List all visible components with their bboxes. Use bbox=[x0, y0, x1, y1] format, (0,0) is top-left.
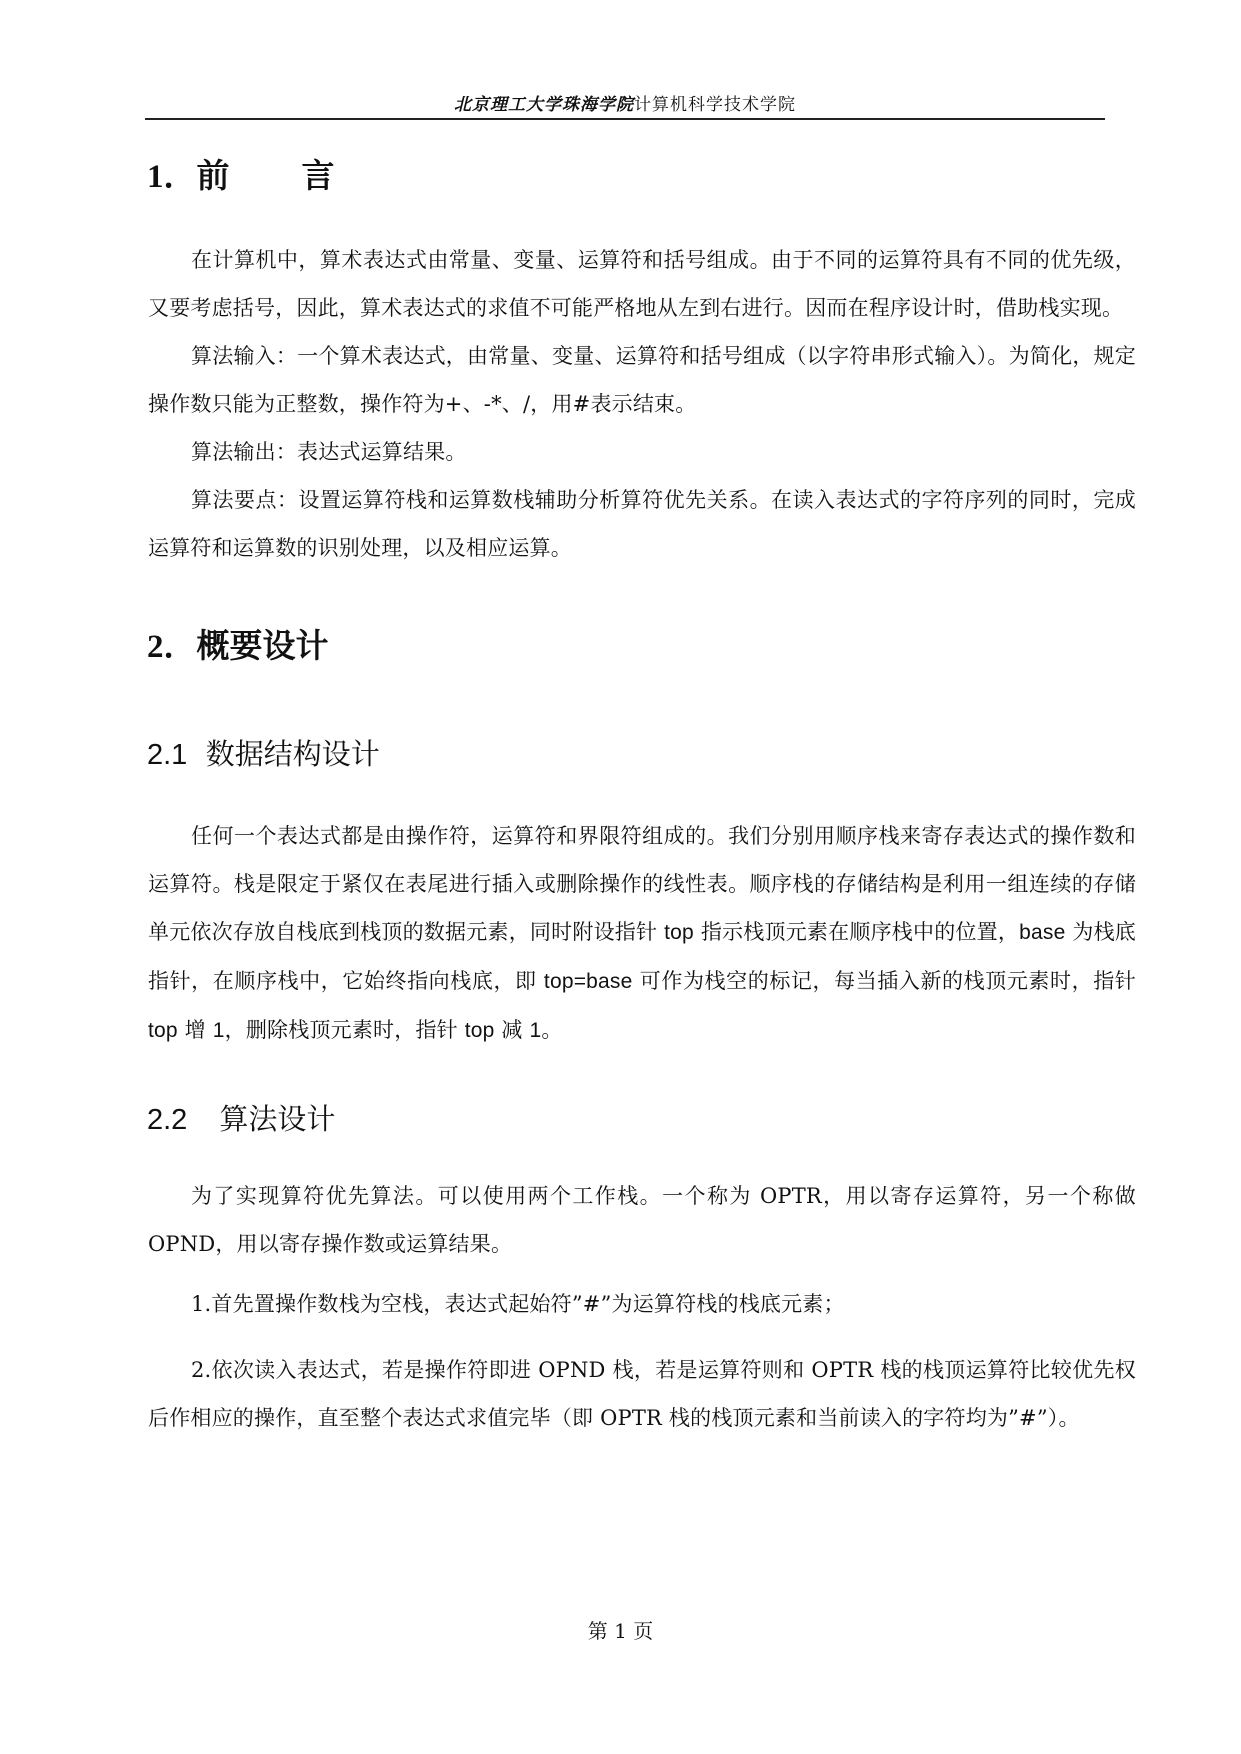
paragraph: 算法输入：一个算术表达式，由常量、变量、运算符和括号组成（以字符串形式输入）。为简化，规定操作数只能为正整数，操作符为+、-*、/，用#表示结束。 bbox=[148, 344, 1136, 416]
text-run: 任何一个表达式都是由操作符，运算符和界限符组成的。我们分别用顺序栈来寄存表达式的操作数和运算符。栈是限定于紧仅在表尾进行插入或删除操作的线性表。顺序栈的存储结构是利用一组连续的存储单元依次存放自栈底到栈顶的数据元素，同时附设指针 bbox=[148, 824, 1136, 944]
code-term: top bbox=[464, 1019, 495, 1042]
text-run: ，删除栈顶元素时，指针 bbox=[224, 1018, 465, 1042]
paragraph: 2.依次读入表达式，若是操作符即进 OPND 栈，若是运算符则和 OPTR 栈的栈顶运算符比较优先权后作相应的操作，直至整个表达式求值完毕（即 OPTR 栈的栈顶元素和当前读入的字符均为”#”）。 bbox=[148, 1358, 1136, 1430]
section-1-title-a: 前 bbox=[196, 156, 230, 195]
text-run: 。 bbox=[541, 1018, 563, 1042]
section-2-2-title: 算法设计 bbox=[219, 1102, 336, 1136]
paragraph: 在计算机中，算术表达式由常量、变量、运算符和括号组成。由于不同的运算符具有不同的优先级，又要考虑括号，因此，算术表达式的求值不可能严格地从左到右进行。因而在程序设计时，借助栈实现。 bbox=[148, 248, 1136, 320]
code-term: top bbox=[148, 1019, 178, 1042]
page-number: 第 1 页 bbox=[587, 1619, 654, 1643]
header-school: 北京理工大学珠海学院 bbox=[454, 95, 634, 115]
section-2-heading bbox=[147, 620, 329, 667]
paragraph-data-structure bbox=[148, 812, 1136, 1055]
section-2-number: 2． bbox=[147, 629, 197, 665]
section-2-2-number: 2.2 bbox=[147, 1104, 188, 1136]
text-run: 减 bbox=[494, 1018, 530, 1042]
paragraph: 为了实现算符优先算法。可以使用两个工作栈。一个称为 OPTR，用以寄存运算符，另一个称做 OPND，用以寄存操作数或运算结果。 bbox=[148, 1184, 1136, 1256]
section-2-1-title: 数据结构设计 bbox=[205, 737, 380, 771]
section-2-2-heading bbox=[147, 1097, 335, 1138]
text-run: 可作为栈空的标记，每当插入新的栈顶元素时，指针 bbox=[632, 969, 1136, 993]
code-term: 1 bbox=[529, 1019, 542, 1042]
text-run: 增 bbox=[177, 1018, 213, 1042]
code-term: top bbox=[664, 921, 694, 944]
paragraph: 算法要点：设置运算符栈和运算数栈辅助分析算符优先关系。在读入表达式的字符序列的同时，完成运算符和运算数的识别处理，以及相应运算。 bbox=[148, 488, 1136, 560]
paragraph: 算法输出：表达式运算结果。 bbox=[191, 440, 467, 464]
text-run: 指示栈顶元素在顺序栈中的位置， bbox=[693, 920, 1020, 944]
code-term: base bbox=[1019, 921, 1066, 944]
code-term: top=base bbox=[543, 970, 633, 993]
paragraph: 1.首先置操作数栈为空栈，表达式起始符”#”为运算符栈的栈底元素； bbox=[191, 1292, 845, 1316]
header-college: 计算机科学技术学院 bbox=[634, 95, 796, 115]
section-2-1-heading bbox=[147, 732, 380, 773]
text-run: 为栈底指针，在顺序栈中，它始终指向栈底，即 bbox=[148, 920, 1136, 993]
running-header bbox=[145, 90, 1105, 120]
section-2-1-number: 2.1 bbox=[147, 739, 188, 771]
section-2-title: 概要设计 bbox=[196, 626, 329, 665]
section-1-number: 1． bbox=[147, 159, 197, 195]
section-1-title-b: 言 bbox=[301, 156, 335, 195]
code-term: 1 bbox=[212, 1019, 225, 1042]
section-1-heading bbox=[147, 150, 335, 197]
